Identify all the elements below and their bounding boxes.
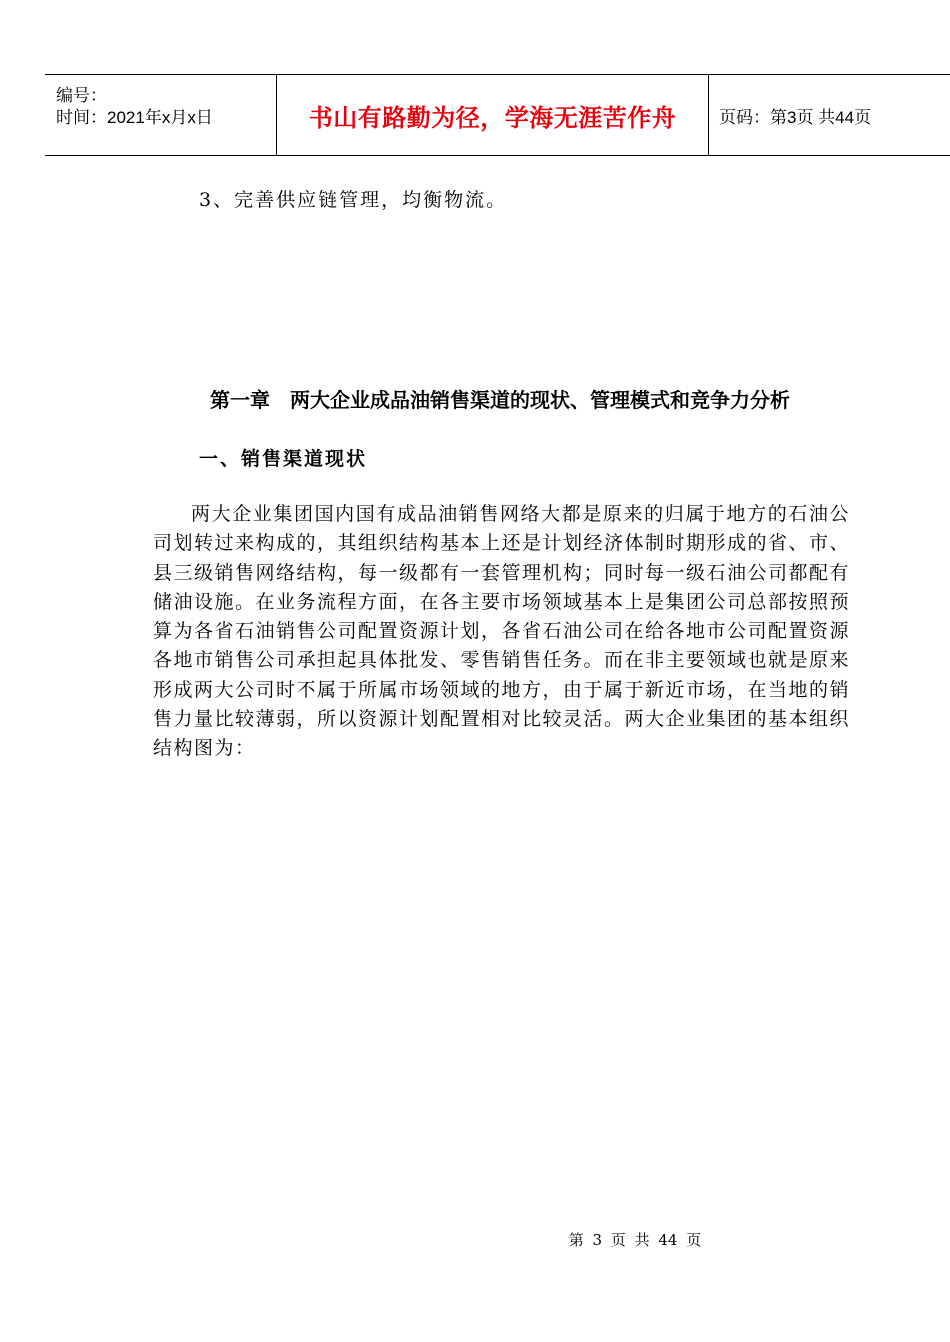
body-paragraph: 两大企业集团国内国有成品油销售网络大都是原来的归属于地方的石油公司划转过来构成的，其组织结构基本上还是计划经济体制时期形成的省、市、县三级销售网络结构，每一级都有一套管理机构；同时每一级石油公司都配有储油设施。在业务流程方面，在各主要市场领域基本上是集团公司总部按照预算为各省石油销售公司配置资源计划，各省石油公司在给各地市公司配置资源各地市销售公司承担起具体批发、零售销售任务。而在非主要领域也就是原来形成两大公司时不属于所属市场领域的地方，由于属于新近市场，在当地的销售力量比较薄弱，所以资源计划配置相对比较灵活。两大企业集团的基本组织结构图为：	[153, 503, 851, 760]
header-meta-cell	[45, 75, 277, 155]
header-motto-cell	[277, 75, 709, 155]
header-page-info: 页码：第3页 共44页	[719, 107, 872, 127]
header-motto: 书山有路勤为径，学海无涯苦作舟	[308, 103, 677, 132]
list-item-3: 3、完善供应链管理，均衡物流。	[199, 189, 508, 211]
chapter-title: 第一章 两大企业成品油销售渠道的现状、管理模式和竞争力分析	[210, 388, 790, 412]
section-title: 一、销售渠道现状	[199, 448, 368, 470]
page-header	[45, 74, 950, 156]
document-time-label: 时间：2021年x月x日	[56, 108, 213, 127]
document-number-label: 编号：	[56, 86, 107, 105]
header-page-cell	[709, 75, 950, 155]
page-footer: 第 3 页 共 44 页	[568, 1231, 702, 1249]
